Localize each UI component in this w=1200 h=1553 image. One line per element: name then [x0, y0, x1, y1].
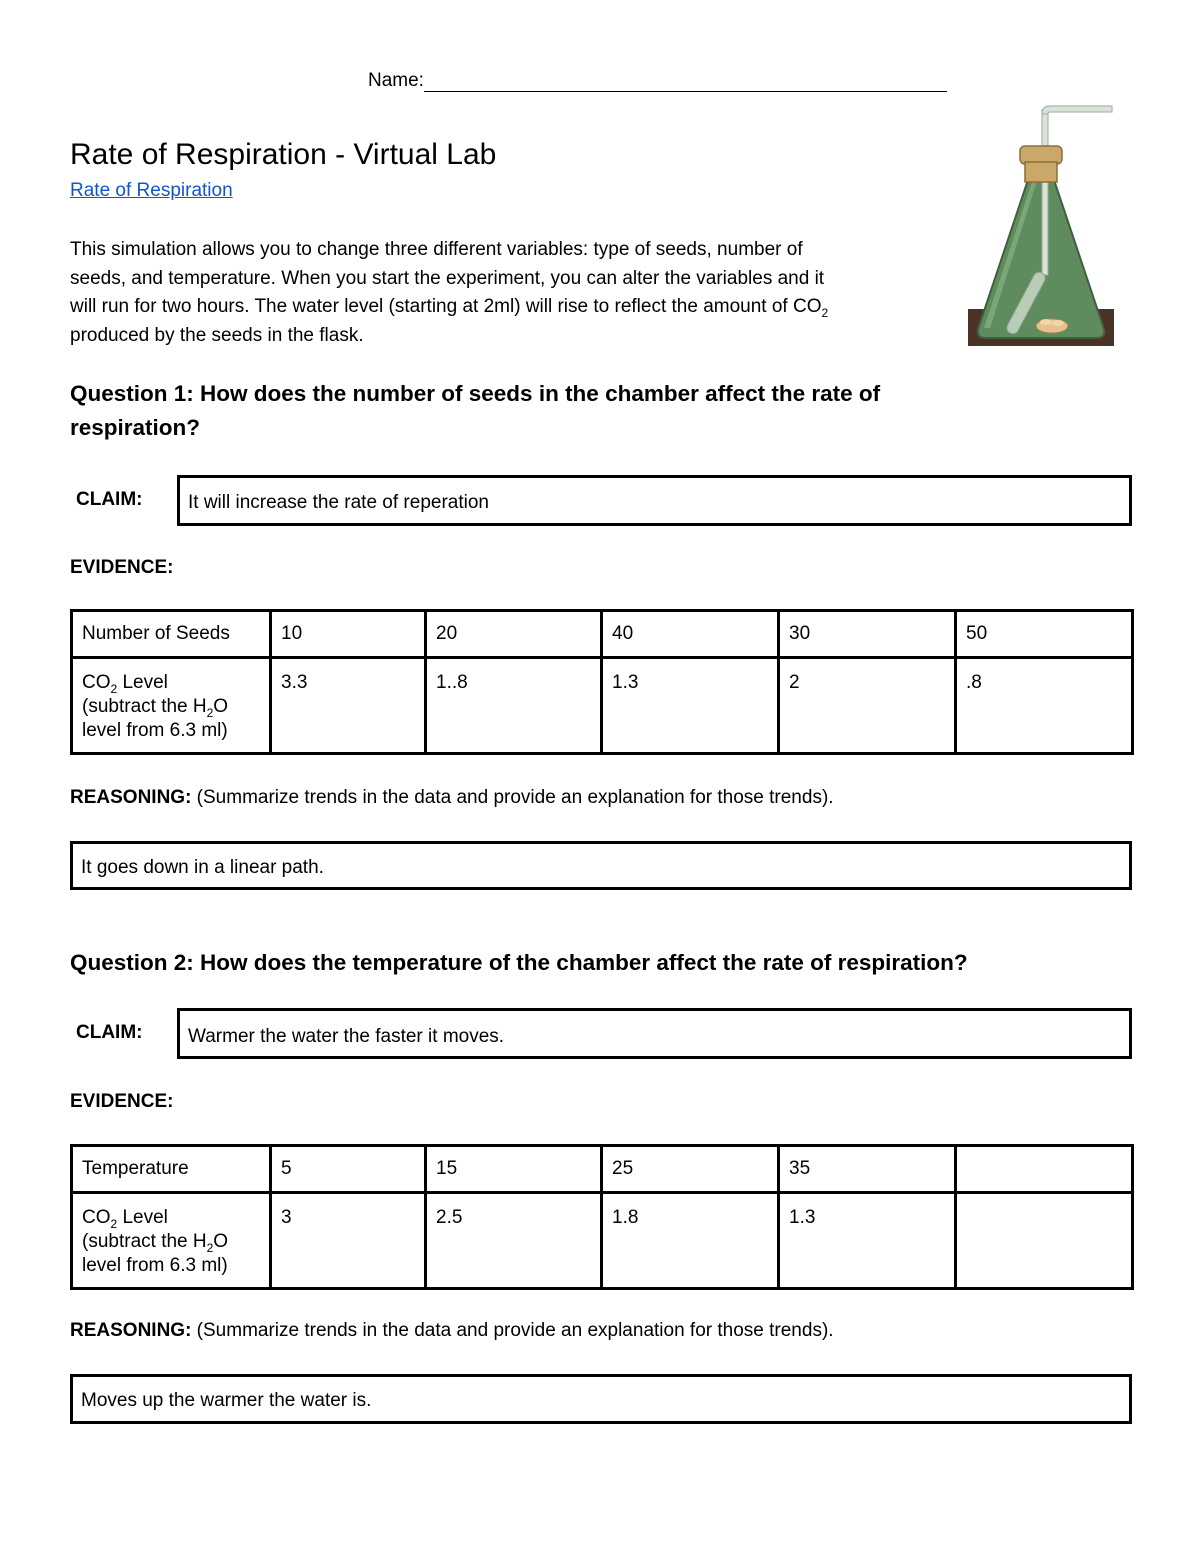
intro-line-4: produced by the seeds in the flask.	[70, 324, 364, 346]
table-cell[interactable]: 40	[602, 611, 779, 658]
co2-subscript: 2	[110, 1216, 118, 1231]
question-2-heading: Question 2: How does the temperature of the chamber affect the rate of respiration?	[70, 950, 968, 975]
claim-answer-2[interactable]: Warmer the water the faster it moves.	[177, 1008, 1132, 1059]
level-from-text: level from 6.3 ml)	[82, 1255, 228, 1276]
table-cell[interactable]: 3.3	[271, 658, 426, 754]
evidence-table-1	[70, 609, 1134, 755]
h2o-suffix: O	[213, 696, 229, 717]
page-title: Rate of Respiration - Virtual Lab	[70, 138, 497, 171]
row-label-seeds: Number of Seeds	[72, 611, 271, 658]
table-cell[interactable]: 20	[426, 611, 602, 658]
question-1-heading	[70, 377, 1140, 445]
level-text: Level	[117, 672, 168, 693]
table-cell[interactable]: .8	[956, 658, 1133, 754]
reasoning-answer-1[interactable]: It goes down in a linear path.	[70, 841, 1132, 890]
name-field	[368, 70, 947, 92]
co2-subscript: 2	[110, 681, 118, 696]
reasoning-line-2	[70, 1320, 834, 1342]
table-cell[interactable]: 35	[779, 1146, 956, 1193]
table-cell[interactable]: 15	[426, 1146, 602, 1193]
question-1-line-2: respiration?	[70, 415, 201, 440]
reasoning-line-1	[70, 787, 834, 809]
rate-of-respiration-link[interactable]: Rate of Respiration	[70, 180, 233, 201]
table-cell[interactable]: 3	[271, 1193, 426, 1289]
h2o-subscript: 2	[206, 705, 214, 720]
table-cell[interactable]	[956, 1193, 1133, 1289]
level-text: Level	[117, 1207, 168, 1228]
table-cell[interactable]: 1.3	[602, 658, 779, 754]
h2o-subscript: 2	[206, 1240, 214, 1255]
co2-text: CO	[82, 1207, 111, 1228]
claim-label-1: CLAIM:	[76, 489, 143, 510]
intro-line-2: seeds, and temperature. When you start the experiment, you can alter the variables and it	[70, 267, 825, 289]
table-cell[interactable]: 1.8	[602, 1193, 779, 1289]
row-label-temperature: Temperature	[72, 1146, 271, 1193]
table-cell[interactable]: 5	[271, 1146, 426, 1193]
co2-text: CO	[82, 672, 111, 693]
table-row	[72, 1193, 1133, 1289]
table-cell[interactable]: 50	[956, 611, 1133, 658]
table-cell[interactable]: 10	[271, 611, 426, 658]
reasoning-answer-2[interactable]: Moves up the warmer the water is.	[70, 1374, 1132, 1424]
evidence-label-1: EVIDENCE:	[70, 557, 174, 578]
table-cell[interactable]: 30	[779, 611, 956, 658]
table-cell[interactable]	[956, 1146, 1133, 1193]
reasoning-instruction-1: (Summarize trends in the data and provide an explanation for those trends).	[191, 787, 834, 808]
table-cell[interactable]: 1.3	[779, 1193, 956, 1289]
intro-line-1: This simulation allows you to change three different variables: type of seeds, number of	[70, 239, 803, 260]
intro-line-3: will run for two hours. The water level (starting at 2ml) will rise to reflect the amount of CO	[70, 296, 822, 317]
level-from-text: level from 6.3 ml)	[82, 720, 228, 741]
table-cell[interactable]: 2	[779, 658, 956, 754]
table-row	[72, 1146, 1133, 1193]
claim-label-2: CLAIM:	[76, 1022, 143, 1043]
name-label: Name:	[368, 70, 424, 91]
name-underline	[424, 71, 947, 92]
table-cell[interactable]: 25	[602, 1146, 779, 1193]
erlenmeyer-flask-icon	[968, 104, 1114, 346]
evidence-table-2	[70, 1144, 1134, 1290]
question-1-line-1: Question 1: How does the number of seeds in the chamber affect the rate of	[70, 381, 881, 406]
row-label-co2	[72, 658, 271, 754]
reasoning-label-1: REASONING:	[70, 787, 192, 808]
row-label-co2	[72, 1193, 271, 1289]
table-cell[interactable]: 2.5	[426, 1193, 602, 1289]
table-row	[72, 658, 1133, 754]
table-row	[72, 611, 1133, 658]
subtract-text: (subtract the H	[82, 1231, 207, 1252]
intro-paragraph	[70, 236, 960, 350]
table-cell[interactable]: 1..8	[426, 658, 602, 754]
h2o-suffix: O	[213, 1231, 229, 1252]
co2-subscript: 2	[821, 305, 829, 320]
evidence-label-2: EVIDENCE:	[70, 1091, 174, 1112]
reasoning-label-2: REASONING:	[70, 1320, 192, 1341]
reasoning-instruction-2: (Summarize trends in the data and provide an explanation for those trends).	[191, 1320, 834, 1341]
claim-answer-1[interactable]: It will increase the rate of reperation	[177, 475, 1132, 526]
subtract-text: (subtract the H	[82, 696, 207, 717]
